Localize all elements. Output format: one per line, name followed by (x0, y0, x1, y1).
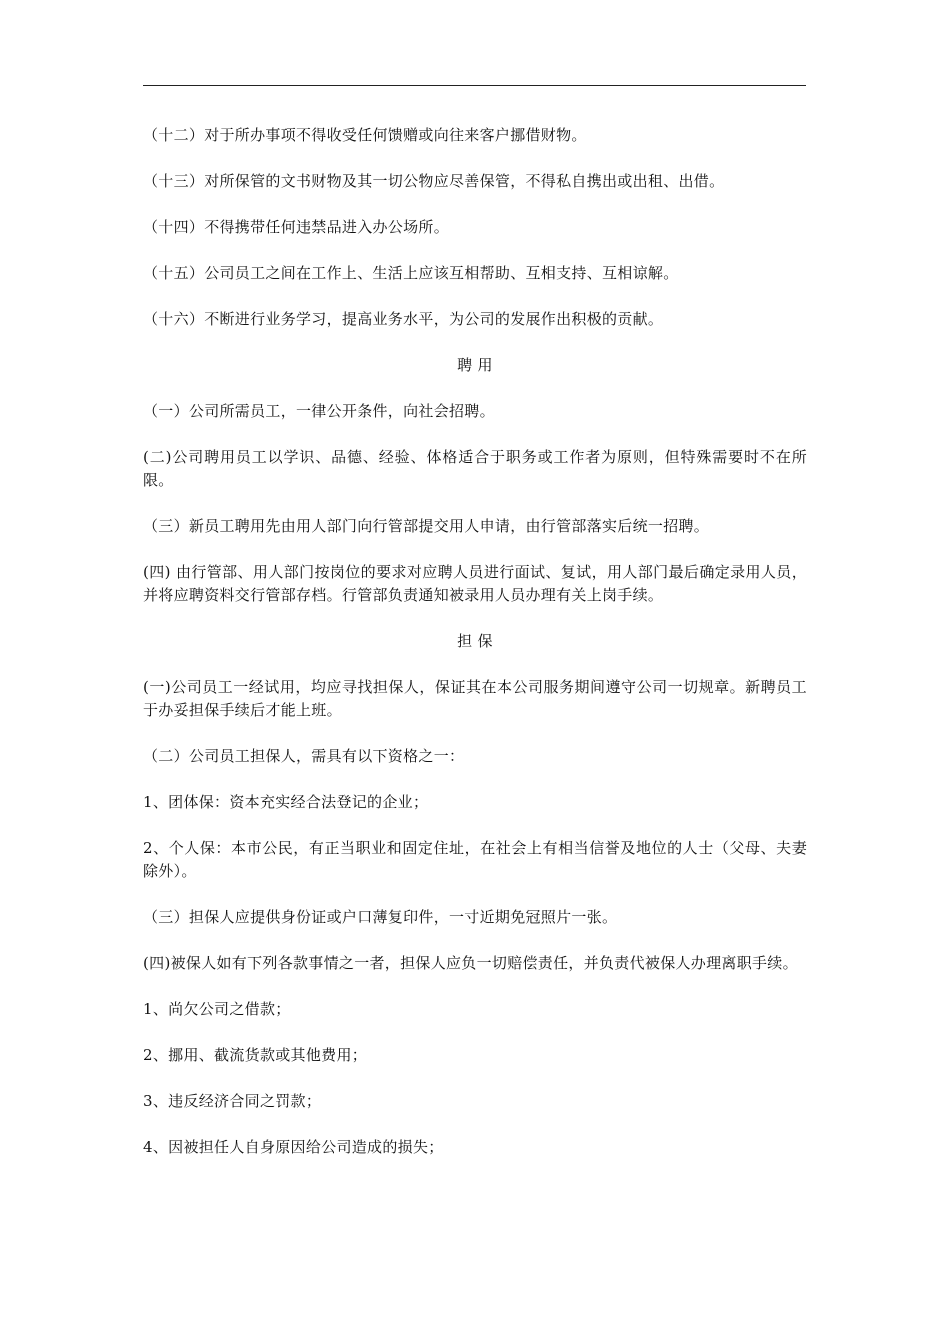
paragraph: 1、团体保：资本充实经合法登记的企业； (143, 793, 429, 811)
paragraph: （三）担保人应提供身份证或户口薄复印件，一寸近期免冠照片一张。 (143, 908, 618, 926)
section-heading-hiring: 聘 用 (457, 356, 493, 374)
paragraph: （三）新员工聘用先由用人部门向行管部提交用人申请，由行管部落实后统一招聘。 (143, 517, 710, 535)
paragraph: (二)公司聘用员工以学识、品德、经验、体格适合于职务或工作者为原则，但特殊需要时不在所限。 (143, 448, 807, 489)
paragraph: 2、个人保：本市公民，有正当职业和固定住址，在社会上有相当信誉及地位的人士（父母、夫妻除外）。 (143, 839, 807, 880)
section-heading-guarantee: 担 保 (457, 632, 493, 650)
paragraph: （一）公司所需员工，一律公开条件，向社会招聘。 (143, 402, 495, 420)
paragraph: 2、挪用、截流货款或其他费用； (143, 1046, 368, 1064)
paragraph: （十二）对于所办事项不得收受任何馈赠或向往来客户挪借财物。 (143, 126, 587, 144)
paragraph: （二）公司员工担保人，需具有以下资格之一： (143, 747, 465, 765)
paragraph: （十四）不得携带任何违禁品进入办公场所。 (143, 218, 450, 236)
header-rule (143, 85, 806, 86)
paragraph: （十六）不断进行业务学习，提高业务水平，为公司的发展作出积极的贡献。 (143, 310, 664, 328)
paragraph: （十三）对所保管的文书财物及其一切公物应尽善保管，不得私自携出或出租、出借。 (143, 172, 725, 190)
paragraph: (四)被保人如有下列各款事情之一者，担保人应负一切赔偿责任，并负责代被保人办理离职手续。 (143, 954, 798, 972)
document-body (143, 124, 807, 1182)
paragraph: （十五）公司员工之间在工作上、生活上应该互相帮助、互相支持、互相谅解。 (143, 264, 679, 282)
paragraph: 3、违反经济合同之罚款； (143, 1092, 322, 1110)
paragraph: (一)公司员工一经试用，均应寻找担保人，保证其在本公司服务期间遵守公司一切规章。新聘员工于办妥担保手续后才能上班。 (143, 678, 807, 719)
paragraph: 4、因被担任人自身原因给公司造成的损失； (143, 1138, 444, 1156)
paragraph: 1、尚欠公司之借款； (143, 1000, 291, 1018)
paragraph: (四) 由行管部、用人部门按岗位的要求对应聘人员进行面试、复试，用人部门最后确定录用人员，并将应聘资料交行管部存档。行管部负责通知被录用人员办理有关上岗手续。 (143, 563, 807, 604)
